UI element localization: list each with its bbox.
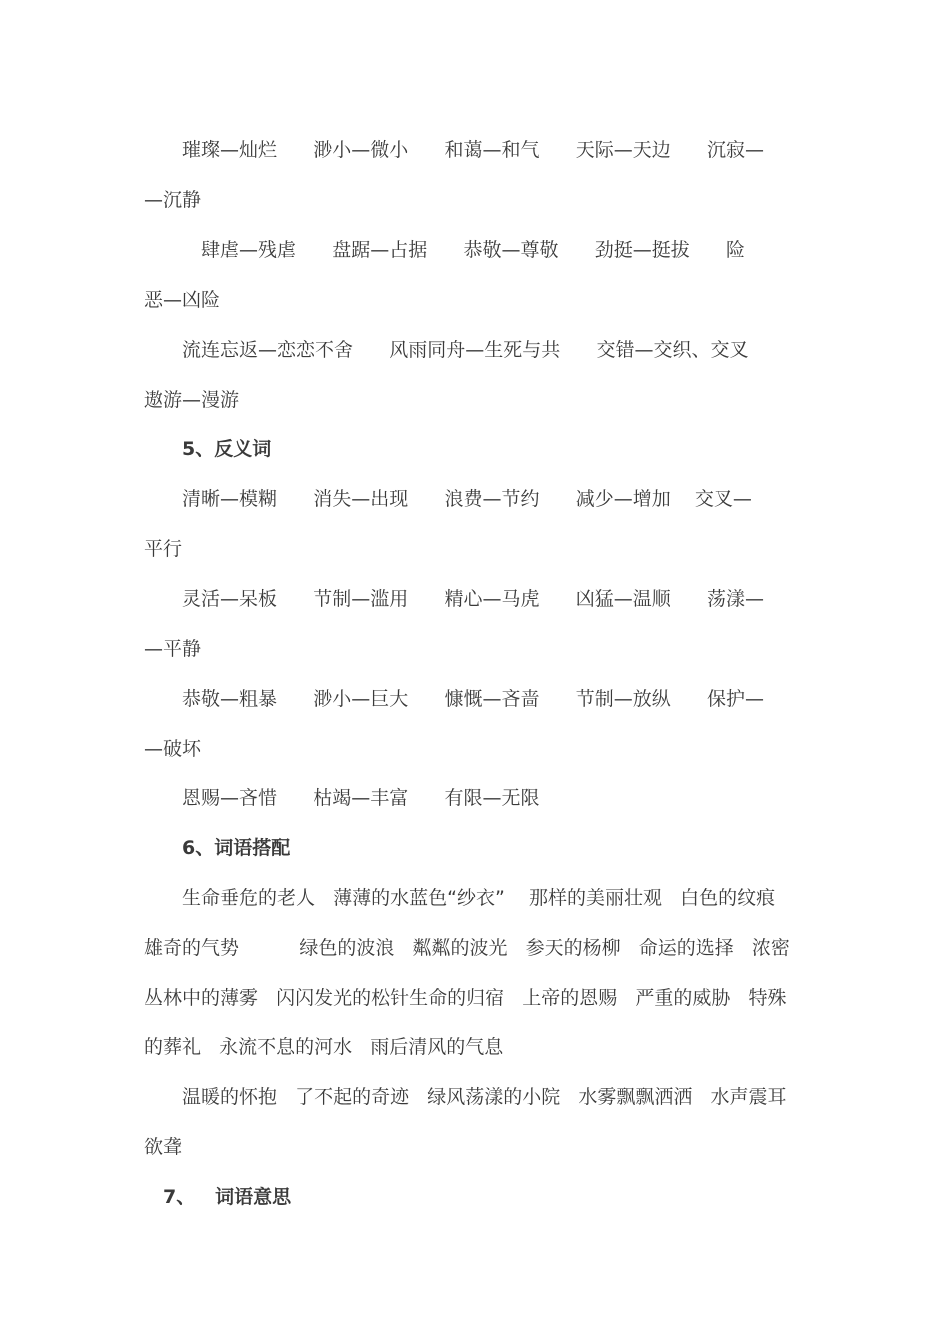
antonym-line-1-cont: 平行 [144, 538, 183, 560]
synonym-line-3-cont: 遨游—漫游 [144, 389, 240, 411]
section-heading-word-meanings: 7、 词语意思 [163, 1186, 292, 1208]
collocation-line-4: 的葬礼 永流不息的河水 雨后清风的气息 [144, 1036, 504, 1058]
antonym-line-1: 清晰—模糊 消失—出现 浪费—节约 减少—增加 交叉— [182, 488, 752, 510]
synonym-line-2: 肆虐—残虐 盘踞—占据 恭敬—尊敬 劲挺—挺拔 险 [201, 239, 745, 261]
synonym-line-1: 璀璨—灿烂 渺小—微小 和蔼—和气 天际—天边 沉寂— [182, 139, 764, 161]
antonym-line-3: 恭敬—粗暴 渺小—巨大 慷慨—吝啬 节制—放纵 保护— [182, 688, 764, 710]
collocation-line-1: 生命垂危的老人 薄薄的水蓝色“纱衣” 那样的美丽壮观 白色的纹痕 [182, 887, 776, 909]
antonym-line-2: 灵活—呆板 节制—滥用 精心—马虎 凶猛—温顺 荡漾— [182, 588, 764, 610]
section-heading-collocations: 6、词语搭配 [182, 837, 291, 859]
collocation-line-5: 温暖的怀抱 了不起的奇迹 绿风荡漾的小院 水雾飘飘洒洒 水声震耳 [182, 1086, 787, 1108]
antonym-line-2-cont: —平静 [144, 638, 202, 660]
synonym-line-2-cont: 恶—凶险 [144, 289, 221, 311]
collocation-line-2: 雄奇的气势 绿色的波浪 粼粼的波光 参天的杨柳 命运的选择 浓密 [144, 937, 790, 959]
synonym-line-3: 流连忘返—恋恋不舍 风雨同舟—生死与共 交错—交织、交叉 [182, 339, 749, 361]
collocation-line-5-cont: 欲聋 [144, 1136, 183, 1158]
antonym-line-3-cont: —破坏 [144, 738, 202, 760]
section-heading-antonyms: 5、反义词 [182, 438, 272, 460]
synonym-line-1-cont: —沉静 [144, 189, 202, 211]
collocation-line-3: 丛林中的薄雾 闪闪发光的松针生命的归宿 上帝的恩赐 严重的威胁 特殊 [144, 987, 787, 1009]
antonym-line-4: 恩赐—吝惜 枯竭—丰富 有限—无限 [182, 787, 540, 809]
